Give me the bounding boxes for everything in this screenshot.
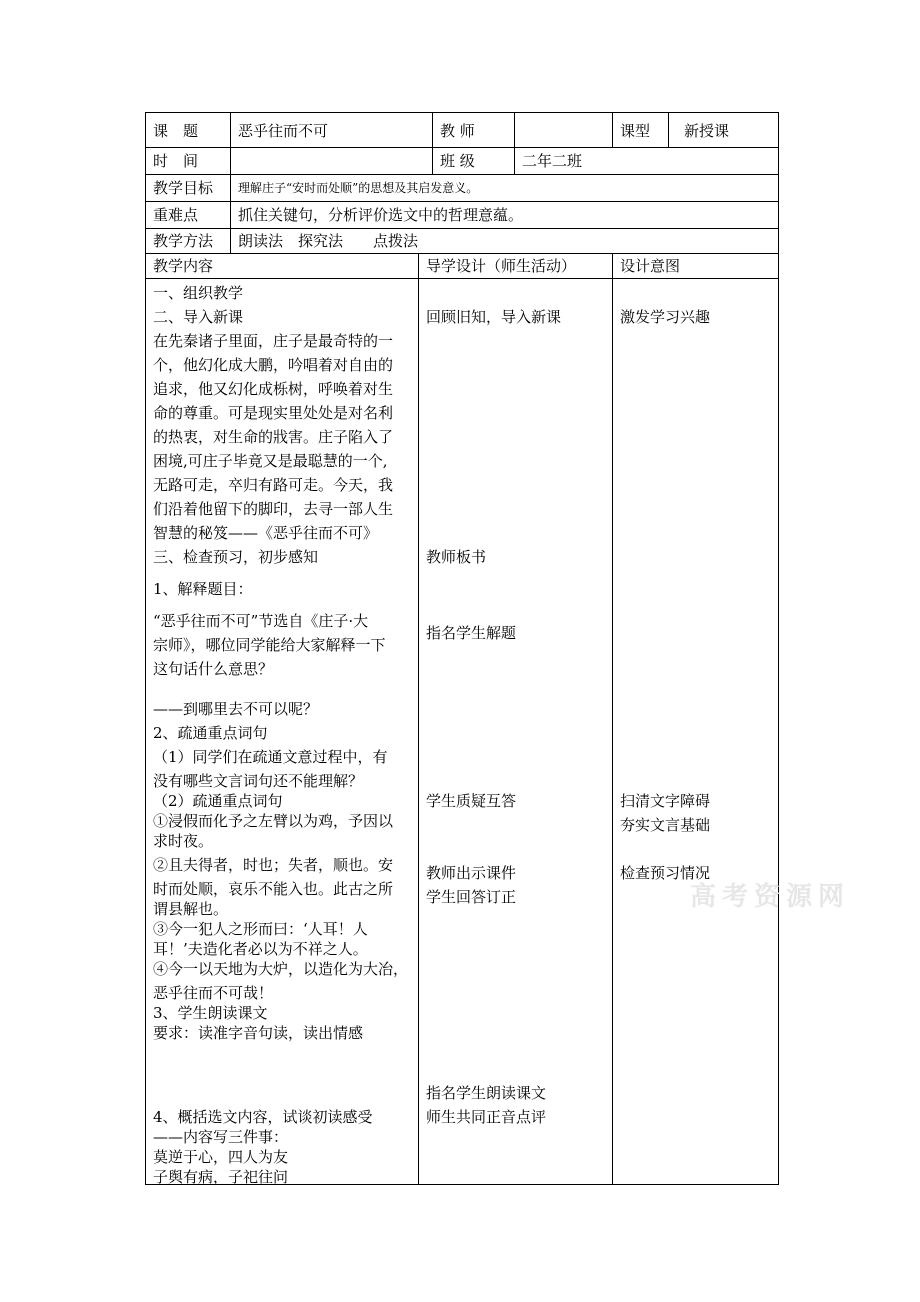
content-line: ①浸假而化予之左臂以为鸡，予因以	[153, 812, 394, 830]
design-line: 指名学生解题	[426, 624, 517, 642]
time-label: 时 间	[153, 152, 199, 170]
watermark: 高考资源网	[690, 882, 851, 912]
content-line: 求时夜。	[153, 832, 214, 850]
col-divider	[230, 112, 231, 253]
intent-line: 扫清文字障碍	[620, 792, 711, 810]
design-line: 教师板书	[426, 548, 487, 566]
content-line: 莫逆于心，四人为友	[153, 1148, 289, 1166]
content-line: 二、导入新课	[153, 308, 244, 326]
content-line: 一、组织教学	[153, 284, 244, 302]
content-line: 4、概括选文内容，试谈初读感受	[153, 1108, 373, 1126]
type-label: 课型	[620, 122, 651, 140]
design-line: 师生共同正音点评	[426, 1108, 547, 1126]
col-divider	[668, 112, 669, 147]
content-line: 智慧的秘笈——《恶乎往而不可》	[153, 524, 379, 542]
content-line: （2）疏通重点词句	[153, 792, 283, 810]
row-divider	[145, 147, 778, 148]
method-label: 教学方法	[153, 232, 214, 250]
content-line: （1）同学们在疏通文意过程中，有	[153, 748, 388, 766]
content-line: 子舆有病，子祀往问	[153, 1168, 289, 1186]
content-line: 们沿着他留下的脚印，去寻一部人生	[153, 500, 394, 518]
design-line: 学生质疑互答	[426, 792, 517, 810]
content-line: 时而处顺，哀乐不能入也。此古之所	[153, 880, 394, 898]
table-border-left	[145, 112, 146, 1185]
design-line: 教师出示课件	[426, 864, 517, 882]
intent-line: 检查预习情况	[620, 864, 711, 882]
col-divider	[432, 112, 433, 174]
key-label: 重难点	[153, 206, 199, 224]
design-column-header: 导学设计（师生活动）	[426, 257, 577, 275]
content-line: 困境,可庄子毕竟又是最聪慧的一个,	[153, 452, 388, 470]
content-line: 宗师》，哪位同学能给大家解释一下	[153, 636, 386, 654]
content-line: ③今一犯人之形而曰：‘人耳！人	[153, 920, 368, 938]
intent-line: 夯实文言基础	[620, 816, 711, 834]
col-divider	[612, 112, 613, 147]
content-line: 要求：读准字音句读，读出情感	[153, 1024, 364, 1042]
content-line: 在先秦诸子里面，庄子是最奇特的一	[153, 332, 394, 350]
content-line: “恶乎往而不可”节选自《庄子·大	[153, 612, 369, 630]
content-line: 没有哪些文言词句还不能理解？	[153, 772, 364, 790]
topic-value: 恶乎往而不可	[238, 122, 329, 140]
design-line: 回顾旧知，导入新课	[426, 308, 562, 326]
content-line: ④今一以天地为大炉，以造化为大冶，	[153, 960, 409, 978]
col-divider	[514, 112, 515, 174]
type-value: 新授课	[684, 122, 730, 140]
content-line: 的热衷，对生命的戕害。庄子陷入了	[153, 428, 394, 446]
method-value: 朗读法 探究法 点拨法	[238, 232, 419, 250]
content-line: 耳！’夫造化者必以为不祥之人。	[153, 940, 368, 958]
row-divider	[145, 253, 778, 254]
content-line: 这句话什么意思？	[153, 660, 274, 678]
intent-line: 激发学习兴趣	[620, 308, 711, 326]
content-line: 1、解释题目：	[153, 580, 253, 598]
content-line: 2、疏通重点词句	[153, 724, 268, 742]
col-divider	[418, 253, 419, 1185]
row-divider	[145, 278, 778, 279]
goal-value: 理解庄子“安时而处顺”的思想及其启发意义。	[238, 181, 479, 195]
content-line: 命的尊重。可是现实里处处是对名利	[153, 404, 394, 422]
row-divider	[145, 228, 778, 229]
content-line: ②且夫得者，时也；失者，顺也。安	[153, 856, 394, 874]
content-line: ——到哪里去不可以呢？	[153, 700, 319, 718]
table-border-right	[778, 112, 779, 1185]
content-line: 3、学生朗读课文	[153, 1004, 268, 1022]
intent-column-header: 设计意图	[620, 257, 681, 275]
content-line: 谓县解也。	[153, 900, 229, 918]
design-line: 指名学生朗读课文	[426, 1084, 547, 1102]
goal-label: 教学目标	[153, 179, 214, 197]
row-divider	[145, 201, 778, 202]
design-line: 学生回答订正	[426, 888, 517, 906]
content-line: 三、检查预习，初步感知	[153, 548, 319, 566]
key-value: 抓住关键句，分析评价选文中的哲理意蕴。	[238, 206, 524, 224]
table-border-top	[145, 112, 778, 113]
content-line: ——内容写三件事：	[153, 1128, 289, 1146]
class-value: 二年二班	[522, 152, 583, 170]
content-line: 恶乎往而不可哉！	[153, 984, 274, 1002]
content-line: 追求，他又幻化成栎树，呼唤着对生	[153, 380, 394, 398]
topic-label: 课 题	[153, 122, 199, 140]
teacher-label: 教 师	[440, 122, 475, 140]
content-line: 个，他幻化成大鹏，吟唱着对自由的	[153, 356, 394, 374]
content-column-header: 教学内容	[153, 257, 214, 275]
class-label: 班 级	[440, 152, 475, 170]
content-line: 无路可走，卒归有路可走。今天，我	[153, 476, 394, 494]
col-divider	[612, 253, 613, 1185]
row-divider	[145, 174, 778, 175]
